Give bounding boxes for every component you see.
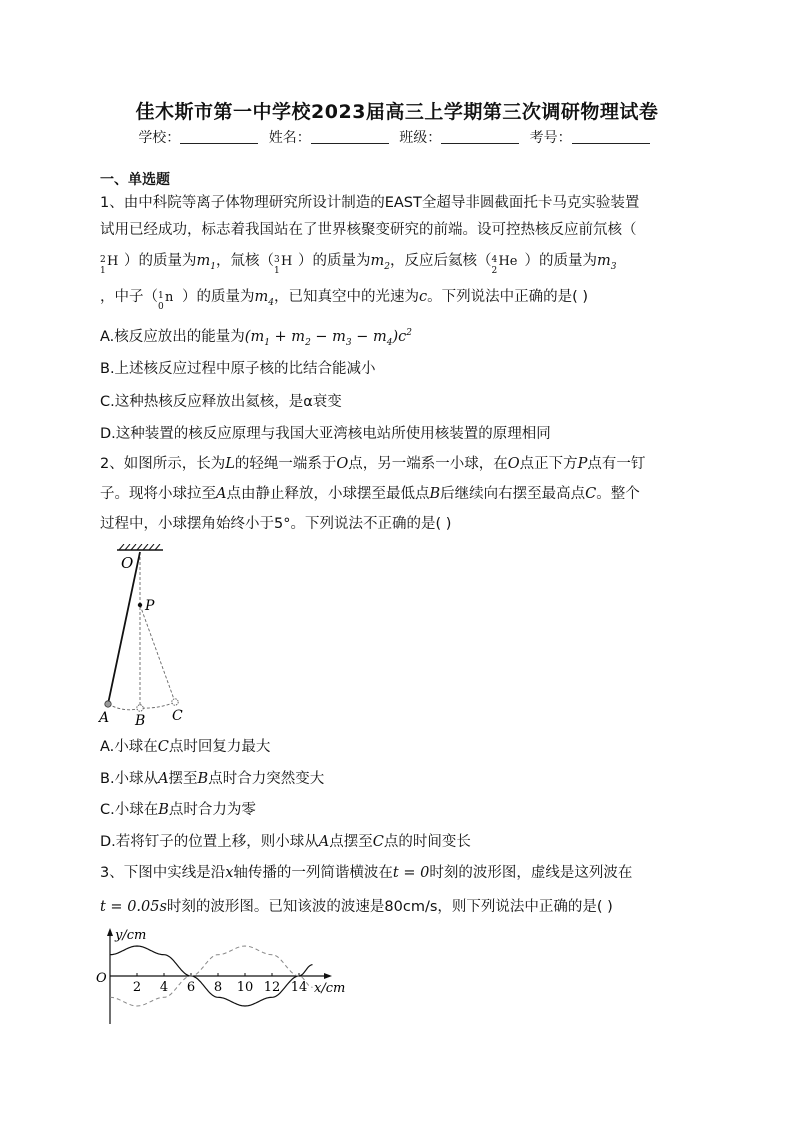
q3-line-1: 3、下图中实线是沿x轴传播的一列简谐横波在t = 0时刻的波形图，虚线是这列波在 — [100, 865, 633, 881]
q1-line-3: 2 1 H ）的质量为$m_1$，氚核（ 3 1 H ）的质量为$m_2$，反应后氦核（ 4 2 He ）的质量为$m_3$ — [100, 253, 617, 276]
x-tick-label: 14 — [290, 980, 308, 995]
q2-line-2: 子。现将小球拉至A点由静止释放，小球摆至最低点B后继续向右摆至最高点C。整个 — [100, 486, 640, 502]
school-field[interactable] — [180, 129, 258, 144]
wave-chart — [92, 924, 350, 1028]
point-c-label: C — [172, 708, 183, 724]
q1-line-4: ，中子（ 1 0 n ）的质量为$m_4$，已知真空中的光速为c。下列说法中正确的是( ) — [100, 289, 589, 312]
q1-option-d[interactable]: D.这种装置的核反应原理与我国大亚湾核电站所使用核装置的原理相同 — [100, 426, 551, 442]
q1-option-a[interactable]: A.核反应放出的能量为$(m_1 + m_2 - m_3 - m_4)c^2$ — [100, 328, 413, 348]
deuteron-symbol: 2 1 H — [100, 254, 119, 276]
student-info-line — [0, 127, 794, 147]
q2-line-3: 过程中，小球摆角始终小于5°。下列说法不正确的是( ) — [100, 516, 452, 532]
neutron-symbol: 1 0 n — [158, 290, 174, 312]
helium-symbol: 4 2 He — [491, 254, 518, 276]
x-tick-label: 2 — [132, 980, 142, 995]
name-field[interactable] — [311, 129, 389, 144]
q3-line-2: t = 0.05s时刻的波形图。已知该波的波速是80cm/s，则下列说法中正确的是( ) — [100, 899, 613, 915]
m3-var: $m_3$ — [596, 253, 617, 272]
point-p-label: P — [145, 598, 155, 614]
class-field[interactable] — [441, 129, 519, 144]
q1-line-2: 试用已经成功，标志着我国站在了世界核聚变研究的前端。设可控热核反应前氘核（ — [100, 222, 637, 238]
point-a-label: A — [99, 710, 110, 726]
name-label: 姓名： — [268, 130, 311, 146]
x-tick-label: 6 — [186, 980, 196, 995]
school-label: 学校： — [138, 130, 181, 146]
q2-option-b[interactable]: B.小球从A摆至B点时合力突然变大 — [100, 771, 325, 787]
page-title: 佳木斯市第一中学校2023届高三上学期第三次调研物理试卷 — [135, 101, 659, 123]
q2-option-a[interactable]: A.小球在C点时回复力最大 — [100, 739, 271, 755]
y-axis-arrow — [107, 928, 113, 936]
m2-var: $m_2$ — [370, 253, 390, 272]
x-axis-label: x/cm — [314, 981, 346, 996]
q2-line-1: 2、如图所示，长为L的轻绳一端系于O点，另一端系一小球，在O点正下方P点有一钉 — [100, 456, 646, 472]
q1-option-c[interactable]: C.这种热核反应释放出氦核，是α衰变 — [100, 394, 342, 410]
energy-formula: $(m_1 + m_2 - m_3 - m_4)c^2$ — [244, 328, 413, 348]
point-b-label: B — [135, 713, 146, 728]
pendulum-figure — [95, 544, 205, 728]
x-tick-label: 10 — [236, 980, 254, 995]
x-tick-label: 4 — [159, 980, 169, 995]
triton-symbol: 3 1 H — [273, 254, 293, 276]
y-axis-label: y/cm — [115, 928, 147, 943]
q1-line-1: 1、由中科院等离子体物理研究所设计制造的EAST全超导非圆截面托卡马克实验装置 — [100, 195, 640, 211]
class-label: 班级： — [399, 130, 442, 146]
q2-option-d[interactable]: D.若将钉子的位置上移，则小球从A点摆至C点的时间变长 — [100, 834, 471, 850]
x-tick-label: 12 — [263, 980, 281, 995]
origin-label: O — [96, 971, 107, 986]
point-o-label: O — [121, 554, 134, 572]
m1-var: $m_1$ — [196, 253, 216, 272]
exam-number-label: 考号： — [529, 130, 572, 146]
x-axis-arrow — [324, 973, 332, 979]
q1-option-b[interactable]: B.上述核反应过程中原子核的比结合能减小 — [100, 361, 376, 377]
section-heading: 一、单选题 — [100, 172, 170, 188]
q2-option-c[interactable]: C.小球在B点时合力为零 — [100, 802, 256, 818]
exam-number-field[interactable] — [572, 129, 650, 144]
m4-var: $m_4$ — [254, 289, 274, 308]
x-tick-label: 8 — [213, 980, 223, 995]
